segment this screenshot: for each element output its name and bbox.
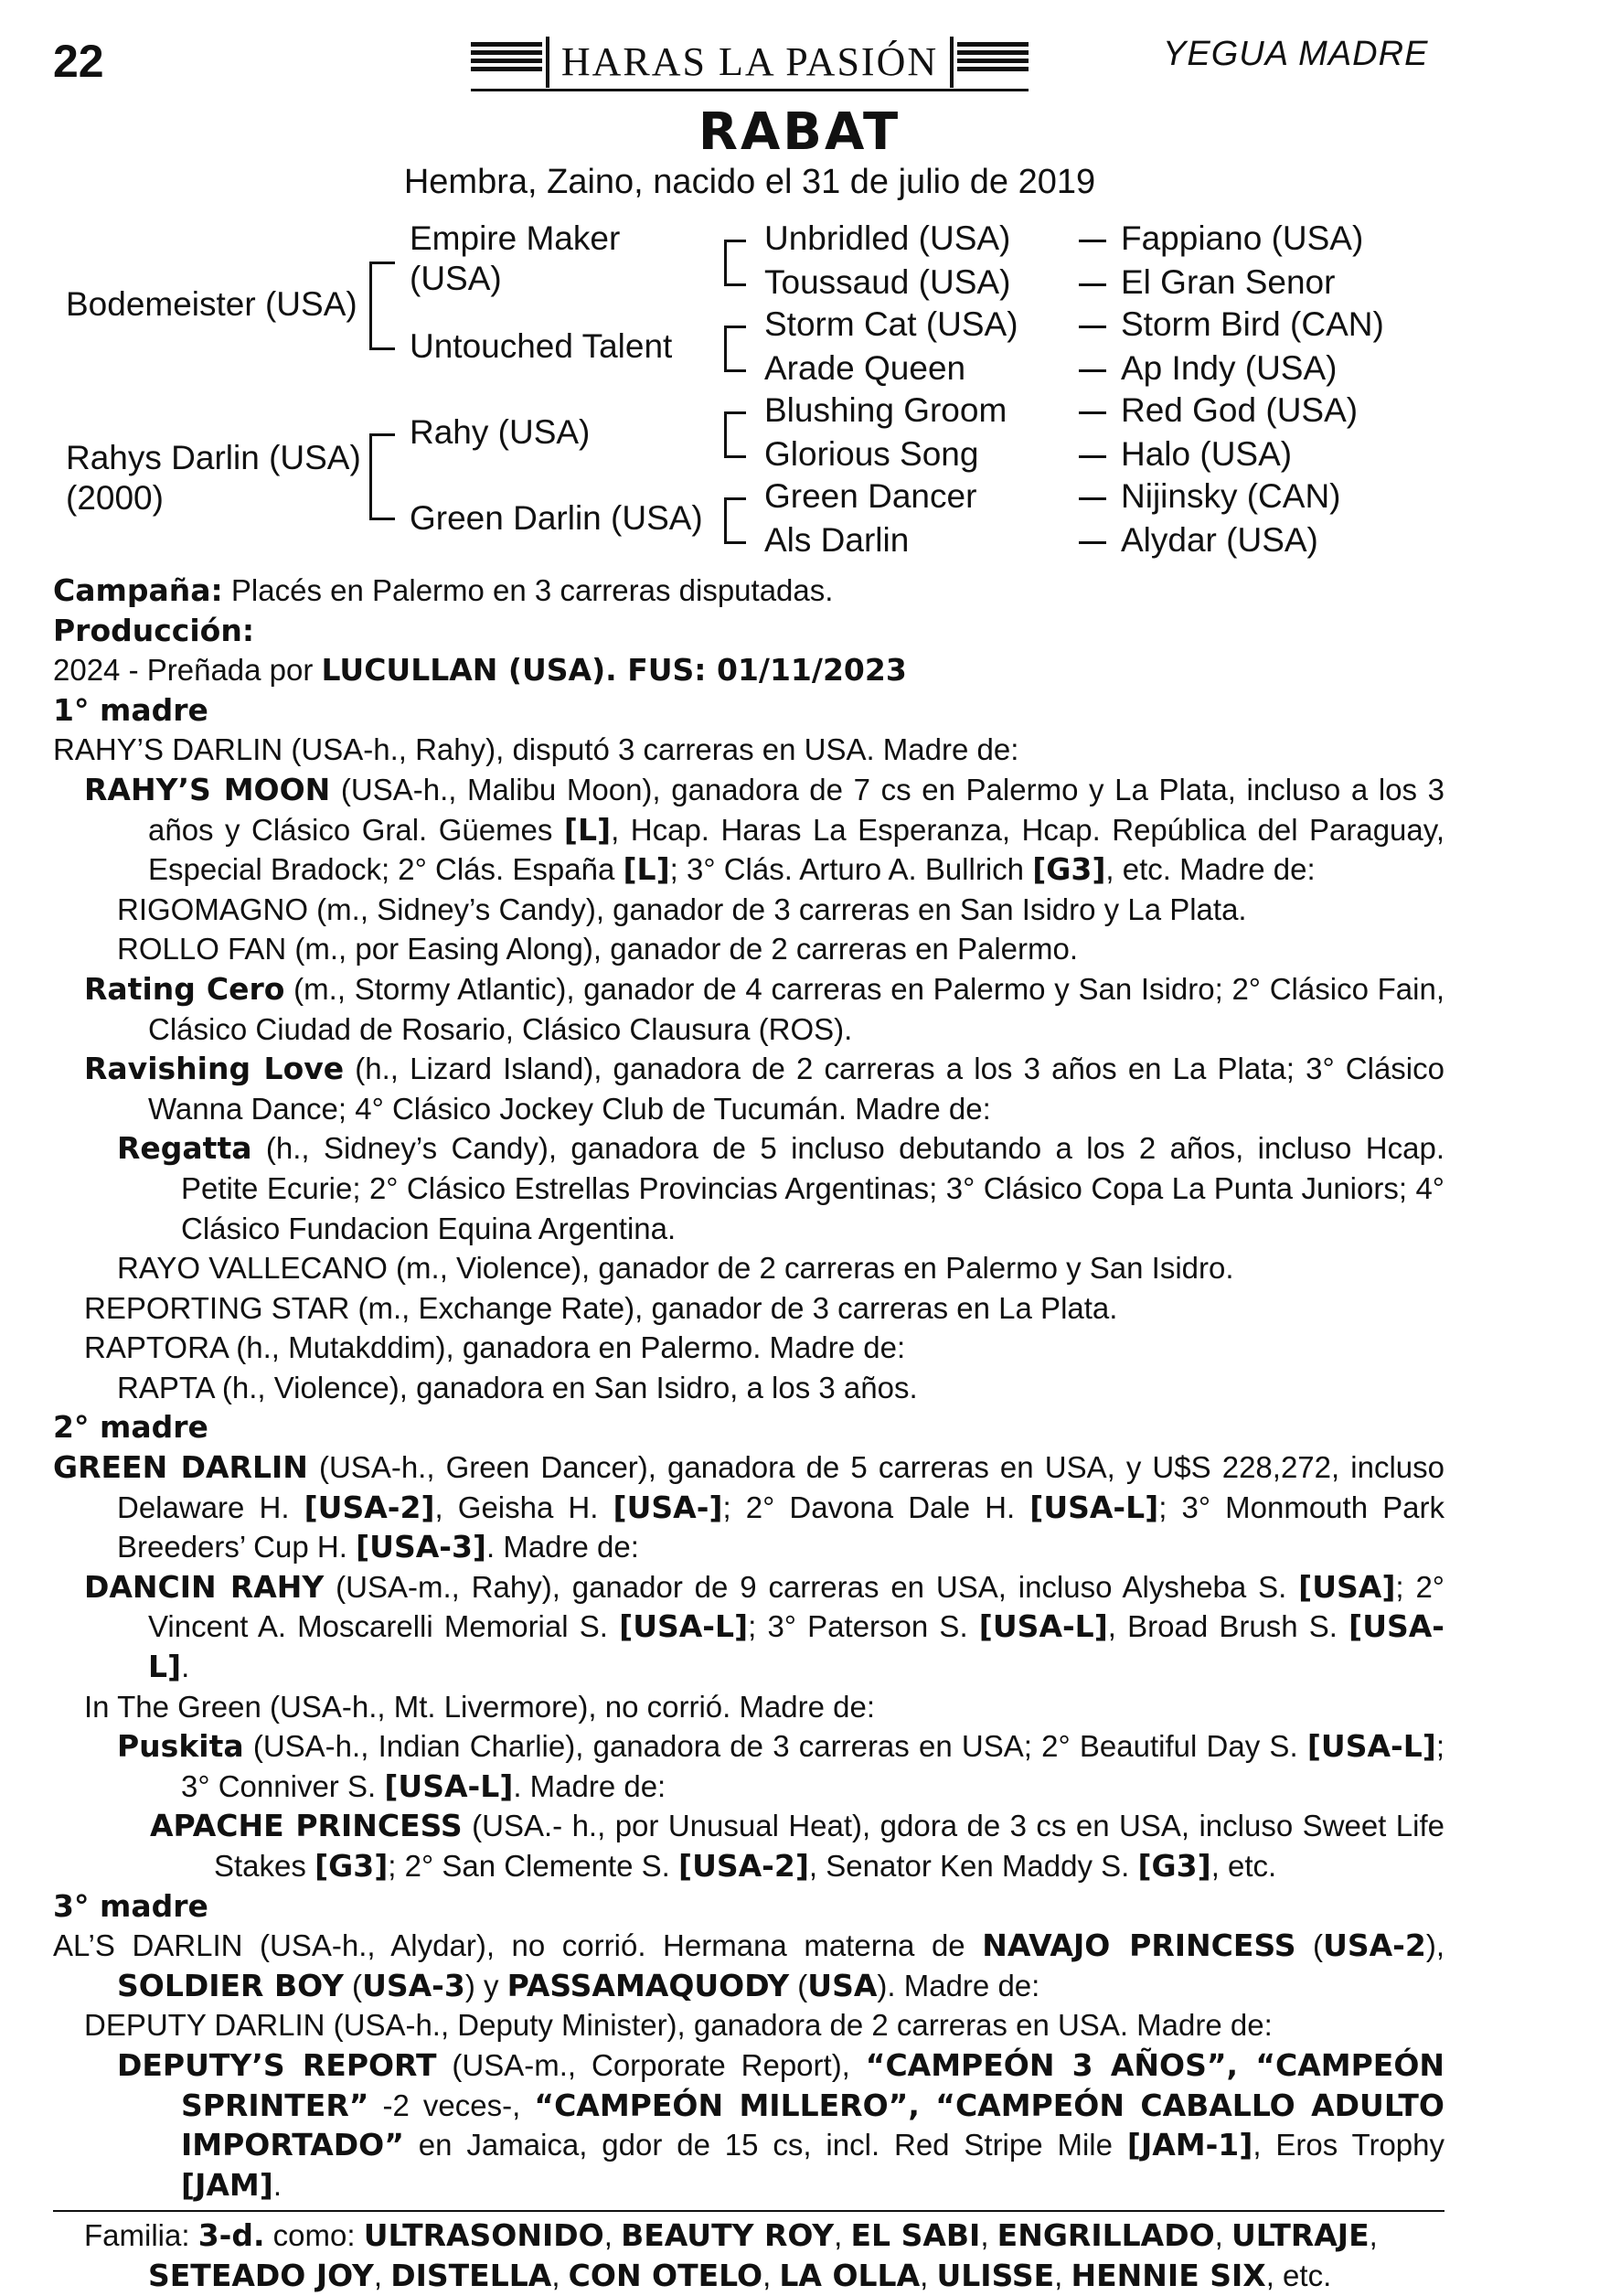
entry-in-the-green: In The Green (USA-h., Mt. Livermore), no corrió. Madre de:: [84, 1689, 876, 1724]
pedigree-gen4-3: Storm Bird (CAN): [1121, 305, 1384, 343]
entry-puskita: Puskita (USA-h., Indian Charlie), ganadora de 3 carreras en USA; 2° Beautiful Day S. [USA-L]; 3° Conniver S. [USA-L]. Madre de:: [117, 1728, 1444, 1804]
pedigree-gen2-4: Green Darlin (USA): [410, 499, 703, 537]
entry-deputys-report: DEPUTY’S REPORT (USA-m., Corporate Report), “CAMPEÓN 3 AÑOS”, “CAMPEÓN SPRINTER” -2 veces-, “CAMPEÓN MILLERO”, “CAMPEÓN CABALLO ADULTO IMPORTADO” en Jamaica, gdor de 15 cs, incl. Red Stripe Mile [JAM-1], Eros Trophy [JAM].: [117, 2046, 1444, 2203]
horse-description: Hembra, Zaino, nacido el 31 de julio de 2019: [403, 163, 1096, 201]
pedigree-dam: Rahys Darlin (USA): [66, 439, 361, 476]
madre2-heading: 2° madre: [53, 1409, 208, 1446]
bracket-sire: [369, 262, 372, 349]
entry-regatta: Regatta (h., Sidney’s Candy), ganadora de 5 incluso debutando a los 2 años, incluso Hcap. Petite Ecurie; 2° Clásico Estrellas Provincias Argentinas; 3° Clásico Copa La Punta Juniors; 4° Clásico Fundacion Equina Argentina.: [117, 1130, 1444, 1245]
entry-rapta: RAPTA (h., Violence), ganadora en San Isidro, a los 3 años.: [117, 1370, 918, 1404]
pedigree-gen3-6: Glorious Song: [764, 435, 979, 473]
entry-rahys-moon: RAHY’S MOON (USA-h., Malibu Moon), ganadora de 7 cs en Palermo y La Plata, incluso a los 3 años y Clásico Gral. Güemes [L], Hcap. Haras La Esperanza, Hcap. República del Paraguay, Especial Bradock; 2° Clás. España [L]; 3° Clás. Arturo A. Bullrich [G3], etc. Madre de:: [84, 771, 1444, 888]
madre1-heading: 1° madre: [53, 691, 208, 728]
campana-line: Campaña: Placés en Palermo en 3 carreras disputadas.: [53, 572, 834, 608]
horse-name: RABAT: [698, 102, 901, 162]
pedigree-gen2-2: Untouched Talent: [410, 327, 673, 365]
familia-divider: [53, 2210, 1444, 2212]
pedigree-gen3-7: Green Dancer: [764, 477, 977, 515]
pedigree-gen4-5: Red God (USA): [1121, 391, 1359, 429]
pedigree-gen4-1: Fappiano (USA): [1121, 219, 1364, 257]
pedigree-gen2-1: Empire Maker: [410, 219, 621, 257]
pedigree-gen4-7: Nijinsky (CAN): [1121, 477, 1341, 515]
page-number: 22: [53, 36, 104, 87]
pedigree-gen3-5: Blushing Groom: [764, 391, 1007, 429]
pedigree-gen4-4: Ap Indy (USA): [1121, 349, 1338, 387]
produccion-line: 2024 - Preñada por LUCULLAN (USA). FUS: 01/11/2023: [53, 652, 907, 689]
entry-rayo-vallecano: RAYO VALLECANO (m., Violence), ganador de 2 carreras en Palermo y San Isidro.: [117, 1251, 1234, 1286]
entry-reporting-star: REPORTING STAR (m., Exchange Rate), ganador de 3 carreras en La Plata.: [84, 1290, 1118, 1325]
familia-line: Familia: 3-d. como: ULTRASONIDO, BEAUTY ROY, EL SABI, ENGRILLADO, ULTRAJE, SETEADO JOY, DISTELLA, CON OTELO, LA OLLA, ULISSE, HENNIE SIX, etc.: [84, 2217, 1378, 2293]
entry-rollo-fan: ROLLO FAN (m., por Easing Along), ganador de 2 carreras en Palermo.: [117, 932, 1079, 966]
pedigree-gen2-3: Rahy (USA): [410, 413, 591, 451]
catalog-body: [53, 571, 1444, 2296]
entry-dancin-rahy: DANCIN RAHY (USA-m., Rahy), ganador de 9 carreras en USA, incluso Alysheba S. [USA]; 2° Vincent A. Moscarelli Memorial S. [USA-L]; 3° Paterson S. [USA-L], Broad Brush S. [USA-L].: [84, 1568, 1444, 1685]
entry-ravishing-love: Ravishing Love (h., Lizard Island), ganadora de 2 carreras a los 3 años en La Plata; 3° Clásico Wanna Dance; 4° Clásico Jockey Club de Tucumán. Madre de:: [84, 1051, 1444, 1126]
madre3-heading: 3° madre: [53, 1887, 208, 1924]
pedigree-gen3-2: Toussaud (USA): [764, 263, 1011, 301]
pedigree-gen4-2: El Gran Senor: [1121, 263, 1336, 301]
madre1-intro: RAHY’S DARLIN (USA-h., Rahy), disputó 3 carreras en USA. Madre de:: [53, 732, 1019, 767]
produccion-heading: Producción:: [53, 612, 255, 648]
pedigree-dam-year: (2000): [66, 479, 164, 517]
entry-rigomagno: RIGOMAGNO (m., Sidney’s Candy), ganador de 3 carreras en San Isidro y La Plata.: [117, 892, 1247, 926]
pedigree-gen4-8: Alydar (USA): [1121, 521, 1318, 559]
entry-raptora: RAPTORA (h., Mutakddim), ganadora en Palermo. Madre de:: [84, 1330, 906, 1365]
category-label: YEGUA MADRE: [1163, 35, 1429, 73]
pedigree-gen4-6: Halo (USA): [1121, 435, 1293, 473]
pedigree-sire: Bodemeister (USA): [66, 285, 357, 323]
pedigree-gen3-4: Arade Queen: [764, 349, 966, 387]
entry-rating-cero: Rating Cero (m., Stormy Atlantic), ganador de 4 carreras en Palermo y San Isidro; 2° Clásico Fain, Clásico Ciudad de Rosario, Clásico Clausura (ROS).: [84, 970, 1444, 1046]
pedigree-chart: [0, 0, 1599, 585]
entry-green-darlin: GREEN DARLIN (USA-h., Green Dancer), ganadora de 5 carreras en USA, y U$S 228,272, incluso Delaware H. [USA-2], Geisha H. [USA-]; 2° Davona Dale H. [USA-L]; 3° Monmouth Park Breeders’ Cup H. [USA-3]. Madre de:: [53, 1449, 1444, 1565]
pedigree-gen3-1: Unbridled (USA): [764, 219, 1011, 257]
entry-als-darlin: AL’S DARLIN (USA-h., Alydar), no corrió. Hermana materna de NAVAJO PRINCESS (USA-2), SOLDIER BOY (USA-3) y PASSAMAQUODY (USA). Madre de:: [53, 1928, 1444, 2003]
pedigree-gen3-8: Als Darlin: [764, 521, 910, 559]
bracket-dam: [369, 433, 372, 519]
pedigree-gen2-1b: (USA): [410, 260, 502, 297]
pedigree-gen3-3: Storm Cat (USA): [764, 305, 1018, 343]
entry-deputy-darlin: DEPUTY DARLIN (USA-h., Deputy Minister), ganadora de 2 carreras en USA. Madre de:: [84, 2008, 1273, 2043]
logo-text: HARAS LA PASIÓN: [560, 39, 939, 84]
entry-apache-princess: APACHE PRINCESS (USA.- h., por Unusual Heat), gdora de 3 cs en USA, incluso Sweet Life Stakes [G3]; 2° San Clemente S. [USA-2], Senator Ken Maddy S. [G3], etc.: [150, 1808, 1444, 1884]
